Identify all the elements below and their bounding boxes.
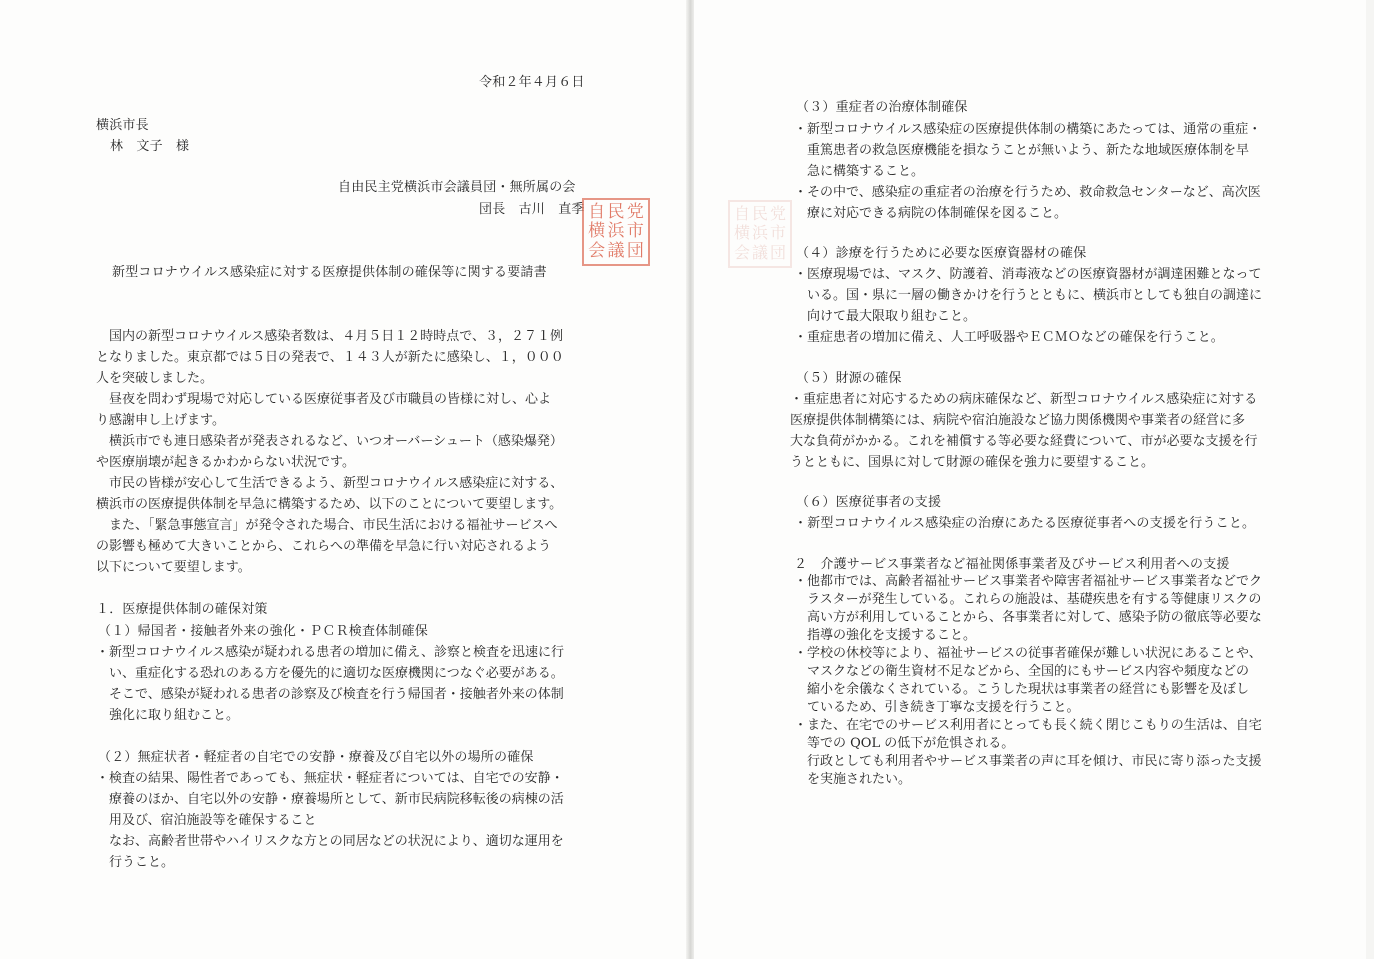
s4-body (794, 264, 1262, 348)
item1-line: そこで、感染が疑われる患者の診察及び検査を行う帰国者・接触者外来の体制 (96, 687, 564, 702)
item1-body (96, 642, 564, 726)
intro-line: 横浜市の医療提供体制を早急に構築するため、以下のことについて要望します。 (96, 497, 563, 512)
addressee-title: 横浜市長 (96, 118, 149, 133)
s3-line: 急に構築すること。 (794, 164, 925, 179)
s4-line: いる。国・県に一層の働きかけを行うとともに、横浜市としても独自の調達に (794, 288, 1263, 303)
s7-line: ているため、引き続き丁寧な支援を行うこと。 (794, 700, 1080, 715)
intro-line: の影響も極めて大きいことから、これらへの準備を早急に行い対応されるよう (96, 539, 552, 554)
document-date: 令和２年４月６日 (479, 75, 585, 90)
s7-line: ・学校の休校等により、福祉サービスの従事者確保が難しい状況にあることや、 (794, 646, 1262, 661)
item2-line: 療養のほか、自宅以外の安静・療養場所として、新市民病院移転後の病棟の活 (96, 792, 564, 807)
sender-leader: 団長 古川 直季 (479, 202, 585, 217)
s7-line: ・他都市では、高齢者福祉サービス事業者や障害者福祉サービス事業者などでク (794, 574, 1263, 589)
intro-line: や医療崩壊が起きるかわからない状況です。 (96, 455, 355, 470)
s5-line: 大な負荷がかかる。これを補償する等必要な経費について、市が必要な支援を行 (790, 434, 1258, 449)
intro-paragraphs (96, 326, 564, 578)
intro-line: り感謝申し上げます。 (96, 413, 225, 428)
s7-body (794, 573, 1262, 789)
section1-heading: １．医療提供体制の確保対策 (96, 602, 268, 617)
s4-line: 向けて最大限取り組むこと。 (794, 309, 977, 324)
intro-line: となりました。東京都では５日の発表で、１４３人が新たに感染し、１，０００ (96, 350, 564, 365)
s5-line: ・重症患者に対応するための病床確保など、新型コロナウイルス感染症に対する (790, 392, 1258, 407)
s5-line: うとともに、国県に対して財源の確保を強力に要望すること。 (790, 455, 1155, 470)
addressee-name: 林 文子 様 (110, 139, 190, 154)
s7-line: 高い方が利用していることから、各事業者に対して、感染予防の徹底等必要な (794, 610, 1262, 625)
s7-heading: ２ 介護サービス事業者など福祉関係事業者及びサービス利用者への支援 (794, 557, 1230, 572)
item1-line: ・新型コロナウイルス感染が疑われる患者の増加に備え、診察と検査を迅速に行 (96, 645, 565, 660)
intro-line: 横浜市でも連日感染者が発表されるなど、いつオーバーシュート（感染爆発） (96, 434, 563, 449)
intro-line: 市民の皆様が安心して生活できるよう、新型コロナウイルス感染症に対する、 (96, 476, 564, 491)
s7-line: を実施されたい。 (794, 772, 912, 787)
s7-line: 行政としても利用者やサービス事業者の声に耳を傾け、市民に寄り添った支援 (794, 754, 1262, 769)
s5-line: 医療提供体制構築には、病院や宿泊施設など協力関係機関や事業者の経営に多 (790, 413, 1246, 428)
item2-heading: （２）無症状者・軽症者の自宅での安静・療養及び自宅以外の場所の確保 (98, 750, 534, 765)
item2-body (96, 768, 564, 873)
s5-body (790, 389, 1257, 473)
s3-line: 療に対応できる病院の体制確保を図ること。 (794, 206, 1068, 221)
s3-heading: （３）重症者の治療体制確保 (796, 100, 968, 115)
item2-line: 行うこと。 (96, 855, 175, 870)
intro-line: 人を突破しました。 (96, 371, 214, 386)
official-seal: 自 民 党 横 浜 市 会 議 団 (582, 198, 650, 266)
s7-line: ラスターが発生している。これらの施設は、基礎疾患を有する等健康リスクの (794, 592, 1262, 607)
item2-line: 用及び、宿泊施設等を確保すること (96, 813, 317, 828)
item2-line: なお、高齢者世帯やハイリスクな方との同居などの状況により、適切な運用を (96, 834, 564, 849)
s7-line: 縮小を余儀なくされている。こうした現状は事業者の経営にも影響を及ぼし (794, 682, 1250, 697)
s3-line: ・新型コロナウイルス感染症の医療提供体制の構築にあたっては、通常の重症・ (794, 122, 1262, 137)
s7-line: ・また、在宅でのサービス利用者にとっても長く続く閉じこもりの生活は、自宅 (794, 718, 1262, 733)
s3-line: 重篤患者の救急医療機能を損なうことが無いよう、新たな地域医療体制を早 (794, 143, 1250, 158)
intro-line: 昼夜を問わず現場で対応している医療従事者及び市職員の皆様に対し、心よ (96, 392, 552, 407)
intro-line: 国内の新型コロナウイルス感染者数は、４月５日１２時時点で、３，２７１例 (96, 329, 563, 344)
s4-heading: （４）診療を行うために必要な医療資器材の確保 (796, 246, 1087, 261)
seal-bleed-through: 自 民 党 横 浜 市 会 議 団 (728, 200, 792, 268)
s7-line: 指導の強化を支援すること。 (794, 628, 977, 643)
item1-line: 強化に取り組むこと。 (96, 708, 240, 723)
s7-line: マスクなどの衛生資材不足などから、全国的にもサービス内容や頻度などの (794, 664, 1250, 679)
item1-line: い、重症化する恐れのある方を優先的に適切な医療機関につなぐ必要がある。 (96, 666, 564, 681)
sender-organization: 自由民主党横浜市会議員団・無所属の会 (338, 180, 576, 195)
s4-line: ・医療現場では、マスク、防護着、消毒液などの医療資器材が調達困難となって (794, 267, 1262, 282)
s7-line: 等での QOL の低下が危惧される。 (794, 736, 1015, 751)
document-title: 新型コロナウイルス感染症に対する医療提供体制の確保等に関する要請書 (112, 265, 547, 280)
s4-line: ・重症患者の増加に備え、人工呼吸器やＥＣＭＯなどの確保を行うこと。 (794, 330, 1224, 345)
s3-line: ・その中で、感染症の重症者の治療を行うため、救命救急センターなど、高次医 (794, 185, 1261, 200)
right-page (694, 0, 1366, 959)
s6-line: ・新型コロナウイルス感染症の治療にあたる医療従事者への支援を行うこと。 (794, 516, 1256, 531)
item1-heading: （１）帰国者・接触者外来の強化・ＰＣＲ検査体制確保 (98, 624, 429, 639)
item2-line: ・検査の結果、陽性者であっても、無症状・軽症者については、自宅での安静・ (96, 771, 564, 786)
intro-line: 以下について要望します。 (96, 560, 251, 575)
s3-body (794, 119, 1261, 224)
s6-heading: （６）医療従事者の支援 (796, 495, 942, 510)
s5-heading: （５）財源の確保 (796, 371, 902, 386)
intro-line: また、「緊急事態宣言」が発令された場合、市民生活における福祉サービスへ (96, 518, 558, 533)
